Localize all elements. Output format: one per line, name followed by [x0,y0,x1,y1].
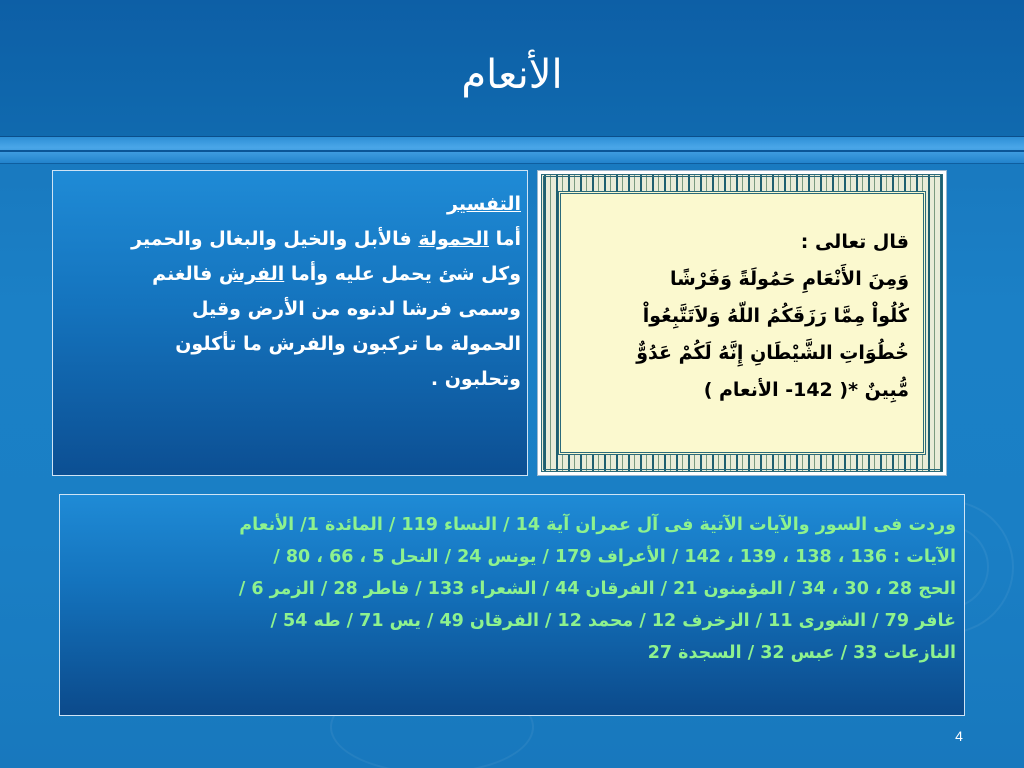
tafsir-heading: التفسير [447,193,521,215]
tafsir-line: وكل شئ يحمل عليه وأما الفرش فالغنم [152,263,521,285]
reference-line: النازعات 33 / عبس 32 / السجدة 27 [647,643,956,663]
hamula-term: الحمولة [418,228,489,250]
reference-line: غافر 79 / الشورى 11 / الزخرف 12 / محمد 12 / الفرقان 49 / يس 71 / طه 54 / [270,611,956,631]
title-divider-line [0,150,1024,152]
quran-line: خُطُوَاتِ الشَّيْطَانِ إِنَّهُ لَكُمْ عَدُوٌّ [636,342,909,364]
quran-verse-frame [537,170,947,476]
tafsir-line: وتحلبون . [430,368,521,390]
tafsir-line: أما الحمولة فالأبل والخيل والبغال والحمير [131,228,521,250]
verse-references-box [59,494,965,716]
page-number: 4 [955,728,963,744]
farsh-term: الفرش [218,263,285,285]
reference-line: وردت فى السور والآيات الآتية فى آل عمران آية 14 / النساء 119 / المائدة 1/ الأنعام [239,515,956,535]
tafsir-line: الحمولة ما تركبون والفرش ما تأكلون [175,333,521,355]
quran-line: وَمِنَ الأَنْعَامِ حَمُولَةً وَفَرْشًا [670,268,909,290]
tafsir-line: وسمى فرشا لدنوه من الأرض وقيل [192,298,521,320]
reference-line: الآيات : 136 ، 138 ، 139 ، 142 / الأعراف 179 / يونس 24 / النحل 5 ، 66 ، 80 / [273,547,956,567]
quran-line: كُلُواْ مِمَّا رَزَقَكُمُ اللّهُ وَلاَتَتَّبِعُواْ [642,305,909,327]
tafsir-box [52,170,528,476]
quran-verse-panel [558,191,926,455]
quran-line: مُّبِينٌ *( 142- الأنعام ) [703,379,909,401]
reference-line: الحج 28 ، 30 ، 34 / المؤمنون 21 / الفرقان 44 / الشعراء 133 / فاطر 28 / الزمر 6 / [238,579,956,599]
slide-title: الأنعام [461,52,563,98]
quran-intro: قال تعالى : [800,231,909,253]
ornamental-border [541,174,943,472]
